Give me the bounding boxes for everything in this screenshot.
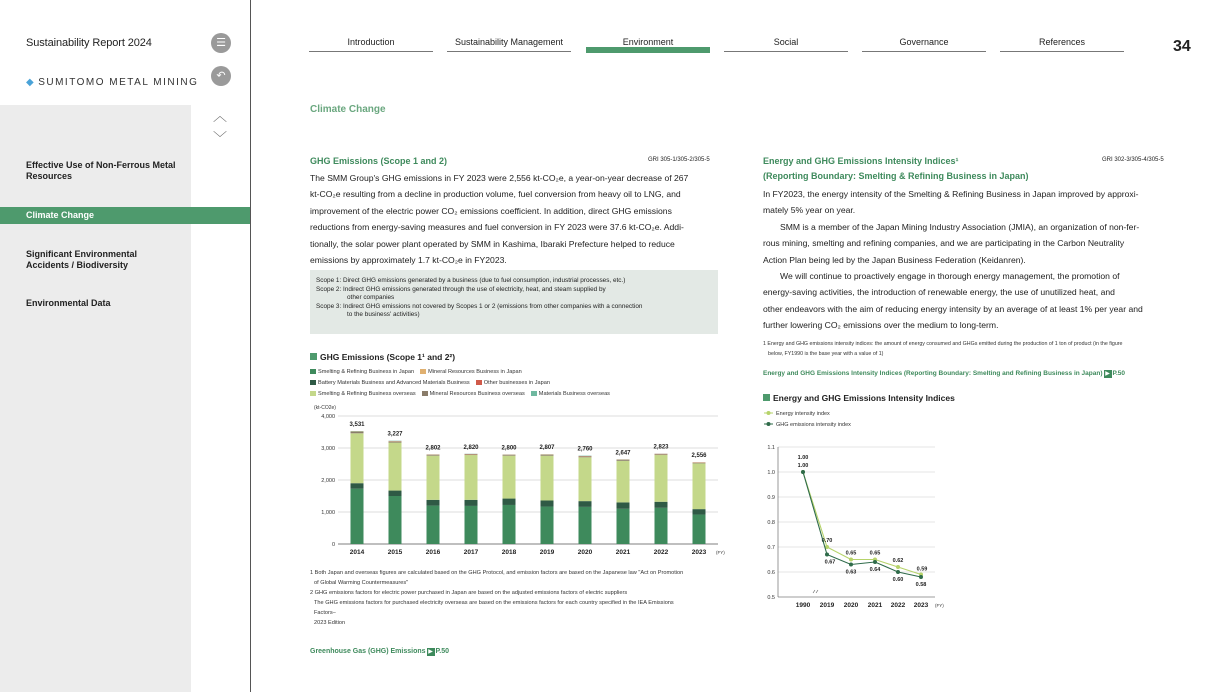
y-tick-label: 1.1	[767, 445, 775, 451]
back-icon[interactable]: ↶	[211, 66, 231, 86]
bar-segment	[541, 455, 554, 456]
legend-item	[310, 391, 416, 397]
sidebar-item-environmental-data[interactable]: Environmental Data	[26, 298, 111, 308]
legend-swatch	[310, 391, 316, 396]
y-tick-label: 0.7	[767, 545, 775, 551]
y-tick-label: 1.0	[767, 470, 775, 476]
legend-swatch	[420, 369, 426, 374]
data-point	[849, 563, 853, 567]
sidebar-item-non-ferrous[interactable]: Effective Use of Non-Ferrous Metal Resources	[26, 160, 176, 181]
chevron-up-icon[interactable]: ︿	[213, 108, 227, 124]
bar-segment	[465, 500, 478, 506]
bar-segment	[655, 502, 668, 508]
bar-segment	[351, 432, 364, 433]
bar-segment	[579, 507, 592, 544]
bar-segment	[655, 455, 668, 502]
body-line: improvement of the electric power CO₂ emissions coefficient. In addition, direct GHG emissions	[310, 205, 672, 216]
arrow-right-icon: ▶	[428, 649, 433, 655]
legend-row	[310, 369, 528, 375]
body-line: The SMM Group's GHG emissions in FY 2023 were 2,556 kt-CO₂e, a year-on-year decrease of 267	[310, 173, 689, 183]
y-tick-label: 1,000	[321, 510, 335, 516]
x-axis-unit: (FY)	[935, 603, 944, 608]
data-label: 0.59	[916, 566, 928, 573]
x-tick-label: 2020	[577, 549, 593, 556]
y-tick-label: 0.8	[767, 520, 775, 526]
bar-segment	[617, 502, 630, 508]
body-line: tionally, the solar power plant operated by SMM in Kashima, Ibaraki Prefecture helped to reduce	[310, 238, 675, 249]
y-tick-label: 0.9	[767, 495, 775, 501]
intensity-chart-title	[763, 393, 955, 403]
bar-segment	[541, 456, 554, 501]
bar-segment	[465, 454, 478, 455]
bar-segment	[427, 506, 440, 544]
body-line: energy-saving activities, the introduction of renewable energy, the use of unutilized heat, and	[763, 287, 1115, 298]
page-number: 34	[1173, 38, 1191, 55]
link-text: Energy and GHG Emissions Intensity Indices (Reporting Boundary: Smelting and Refining Business in Japan)	[763, 370, 1103, 377]
bar-segment	[351, 489, 364, 544]
note-line: Factors–	[314, 610, 336, 616]
chart-title-text: GHG Emissions (Scope 1¹ and 2²)	[320, 352, 456, 362]
sidebar-item-accidents-biodiversity[interactable]: Significant Environmental Accidents / Biodiversity	[26, 249, 138, 270]
bar-segment	[693, 515, 706, 544]
axis-break-mark	[813, 590, 818, 593]
scope-line: to the business' activities)	[347, 311, 420, 318]
legend-item	[476, 380, 550, 386]
intensity-footnote	[763, 339, 1178, 359]
x-tick-label: 2019	[819, 602, 835, 609]
legend-label: Mineral Resources Business in Japan	[428, 369, 522, 375]
sidebar-item-climate-change[interactable]	[0, 207, 250, 224]
menu-list-icon[interactable]: ☰	[211, 33, 231, 53]
ghg-chart-title	[310, 352, 455, 362]
legend-item	[422, 391, 525, 397]
bar-segment	[427, 455, 440, 456]
report-title[interactable]: Sustainability Report 2024	[26, 37, 152, 49]
ghg-body	[310, 170, 722, 268]
ghg-emissions-link[interactable]	[310, 648, 449, 656]
x-tick-label: 2021	[867, 602, 883, 609]
bar-total-label: 2,647	[615, 450, 631, 457]
bar-segment	[351, 433, 364, 483]
legend-item	[310, 380, 470, 386]
bar-segment	[617, 509, 630, 544]
body-line: emissions by approximately 1.7 kt-CO₂e in FY2023.	[310, 255, 507, 266]
bar-segment	[655, 454, 668, 455]
bar-segment	[389, 496, 402, 544]
intensity-heading: Energy and GHG Emissions Intensity Indices¹	[763, 156, 959, 166]
bar-segment	[579, 456, 592, 457]
bar-segment	[693, 463, 706, 464]
data-point	[801, 470, 805, 474]
body-line: further lowering CO₂ emissions over the medium to long-term.	[763, 320, 999, 331]
tab-sustainability-management[interactable]: Sustainability Management	[447, 37, 571, 52]
data-label: 1.00	[797, 463, 809, 469]
bar-total-label: 2,760	[577, 446, 593, 453]
y-tick-label: 0	[331, 542, 335, 548]
data-label: 0.65	[845, 550, 857, 557]
tab-references[interactable]: References	[1000, 37, 1124, 52]
intensity-body	[763, 186, 1175, 334]
legend-marker	[767, 411, 771, 415]
tab-governance[interactable]: Governance	[862, 37, 986, 52]
data-label: 0.63	[845, 569, 857, 576]
bar-segment	[693, 509, 706, 514]
x-tick-label: 2023	[691, 549, 707, 556]
bar-segment	[617, 461, 630, 503]
ghg-heading: GHG Emissions (Scope 1 and 2)	[310, 156, 448, 166]
chart-title-text: Energy and GHG Emissions Intensity Indices	[773, 393, 955, 403]
bar-segment	[465, 506, 478, 544]
y-tick-label: 0.5	[767, 595, 775, 601]
legend-label: Other businesses in Japan	[483, 380, 550, 386]
legend-swatch	[310, 380, 316, 385]
data-label: 0.64	[869, 567, 881, 573]
bar-segment	[389, 443, 402, 491]
logo-mark-icon: ◆	[26, 77, 36, 88]
body-line: mately 5% year on year.	[763, 205, 856, 216]
square-bullet-icon	[310, 353, 317, 360]
sidebar-item-label: Climate Change	[26, 210, 95, 220]
footnote-line: 1 Energy and GHG emissions intensity indices: the amount of energy consumed and GHGs emitted during the production of 1 ton of product (in the figure	[763, 341, 1123, 347]
ghg-emissions-chart	[300, 400, 730, 560]
gri-reference: GRI 302-3/305-4/305-5	[1102, 157, 1164, 163]
bar-total-label: 3,227	[387, 431, 403, 438]
bar-segment	[503, 505, 516, 544]
legend-label: Smelting & Refining Business overseas	[318, 391, 416, 397]
note-line: 2 GHG emissions factors for electric power purchased in Japan are based on the adjusted emissions factors of electric suppliers	[310, 590, 628, 596]
note-line: of Global Warming Countermeasures"	[314, 580, 409, 586]
data-point	[873, 560, 877, 564]
data-point	[849, 558, 853, 562]
x-tick-label: 1990	[795, 602, 811, 609]
bar-segment	[465, 455, 478, 500]
sidebar-header	[0, 0, 250, 105]
bar-total-label: 2,807	[539, 445, 555, 452]
y-tick-label: 2,000	[321, 478, 335, 484]
scope-line: Scope 2: Indirect GHG emissions generated through the use of electricity, heat, and steam supplied by	[316, 285, 606, 293]
data-label: 1.00	[797, 455, 809, 461]
bar-segment	[503, 456, 516, 499]
legend-row	[310, 380, 556, 386]
legend-label: Smelting & Refining Business in Japan	[318, 369, 415, 375]
square-bullet-icon	[763, 394, 770, 401]
divider	[250, 0, 251, 692]
data-point	[896, 570, 900, 574]
note-line: 2023 Edition	[314, 620, 346, 626]
scope-definition-box	[310, 270, 718, 334]
legend-label: Battery Materials Business and Advanced Materials Business	[318, 380, 470, 386]
legend-marker	[767, 422, 771, 426]
bar-segment	[655, 508, 668, 544]
bar-segment	[351, 483, 364, 488]
bar-total-label: 2,556	[691, 453, 707, 460]
body-line: kt-CO₂e resulting from a decline in production volume, fuel conversion from heavy oil to LNG, and	[310, 189, 681, 200]
body-line: other endeavors with the aim of reducing energy intensity by an average of at least 1% per year and	[763, 303, 1143, 314]
intensity-indices-link[interactable]	[763, 370, 1125, 378]
bar-total-label: 2,823	[653, 444, 669, 451]
sidebar-nav-panel	[0, 105, 191, 692]
bar-segment	[427, 500, 440, 506]
x-tick-label: 2022	[890, 602, 906, 609]
tab-social[interactable]: Social	[724, 37, 848, 52]
data-label: 0.62	[892, 558, 904, 564]
bar-total-label: 2,802	[425, 445, 441, 452]
intensity-indices-chart	[755, 405, 955, 610]
data-point	[825, 553, 829, 557]
bar-segment	[579, 501, 592, 507]
legend-swatch	[310, 369, 316, 374]
y-tick-label: 4,000	[321, 414, 335, 420]
legend-row	[310, 391, 616, 397]
arrow-right-icon: ▶	[1105, 371, 1110, 377]
note-line: 1 Both Japan and overseas figures are calculated based on the GHG Protocol, and emission factors are based on the Japanese law "Act on Promotion	[310, 570, 684, 576]
legend-label: Mineral Resources Business overseas	[429, 391, 525, 397]
body-line: We will continue to proactively engage in thorough energy management, the promotion of	[780, 271, 1120, 282]
link-page: P.50	[1112, 370, 1126, 377]
note-line: The GHG emissions factors for purchased electricity overseas are based on the emissions factors for each country specified in the IEA Emissions	[314, 600, 674, 606]
x-tick-label: 2022	[653, 549, 669, 556]
bar-segment	[427, 456, 440, 500]
data-label: 0.67	[824, 559, 836, 566]
data-point	[896, 565, 900, 569]
legend-label: Materials Business overseas	[538, 391, 610, 397]
bar-segment	[503, 455, 516, 456]
x-tick-label: 2020	[843, 602, 859, 609]
bar-segment	[541, 500, 554, 506]
legend-item	[420, 369, 522, 375]
body-line: Action Plan being led by the Japan Business Federation (Keidanren).	[763, 254, 1026, 265]
section-title: Climate Change	[310, 104, 386, 115]
x-tick-label: 2021	[615, 549, 631, 556]
x-tick-label: 2018	[501, 549, 517, 556]
x-axis-unit: (FY)	[716, 550, 725, 555]
data-point	[919, 575, 923, 579]
data-label: 0.70	[821, 538, 833, 544]
legend-item	[531, 391, 610, 397]
x-tick-label: 2016	[425, 549, 441, 556]
scope-line: Scope 1: Direct GHG emissions generated by a business (due to fuel consumption, industrial processes, etc.)	[316, 277, 626, 284]
tab-introduction[interactable]: Introduction	[309, 37, 433, 52]
sidebar	[0, 0, 250, 692]
bar-segment	[503, 499, 516, 505]
company-logo	[26, 77, 198, 88]
link-text: Greenhouse Gas (GHG) Emissions	[310, 648, 426, 655]
tab-environment[interactable]: Environment	[586, 37, 710, 53]
x-tick-label: 2019	[539, 549, 555, 556]
data-label: 0.65	[869, 550, 881, 557]
intensity-subheading: (Reporting Boundary: Smelting & Refining Business in Japan)	[763, 171, 1029, 181]
legend-label: GHG emissions intensity index	[776, 422, 851, 428]
scope-line: Scope 3: Indirect GHG emissions not covered by Scopes 1 or 2 (emissions from other companies with a connection	[316, 302, 643, 310]
x-tick-label: 2017	[463, 549, 479, 556]
bar-segment	[389, 442, 402, 443]
body-line: rous mining, smelting and refining companies, and we are participating in the Carbon Neutrality	[763, 238, 1125, 249]
ghg-notes	[310, 568, 730, 628]
body-line: SMM is a member of the Japan Mining Industry Association (JMIA), an organization of non-fer-	[780, 221, 1140, 232]
x-tick-label: 2015	[387, 549, 403, 556]
legend-swatch	[422, 391, 428, 396]
logo-text: SUMITOMO METAL MINING	[38, 77, 199, 88]
chevron-down-icon[interactable]: ﹀	[213, 130, 227, 146]
x-tick-label: 2023	[913, 602, 929, 609]
bar-segment	[693, 463, 706, 509]
bar-segment	[389, 491, 402, 496]
bar-total-label: 2,820	[463, 444, 479, 451]
bar-segment	[541, 507, 554, 544]
bar-segment	[617, 460, 630, 461]
data-label: 0.58	[915, 582, 927, 588]
gri-reference: GRI 305-1/305-2/305-5	[648, 157, 710, 163]
y-tick-label: 3,000	[321, 446, 335, 452]
legend-swatch	[476, 380, 482, 385]
bar-segment	[579, 457, 592, 501]
legend-label: Energy intensity index	[776, 411, 830, 417]
body-line: In FY2023, the energy intensity of the Smelting & Refining Business in Japan improved by approxi-	[763, 189, 1139, 199]
footnote-line: below, FY1990 is the base year with a value of 1)	[768, 351, 884, 357]
body-line: reductions from energy-saving measures and fuel conversion in FY 2023 were 37.6 kt-CO₂e. Addi-	[310, 222, 684, 233]
x-tick-label: 2014	[349, 549, 365, 556]
bar-total-label: 2,800	[501, 445, 517, 452]
scope-line: other companies	[347, 294, 395, 301]
bar-total-label: 3,531	[349, 422, 365, 429]
legend-swatch	[531, 391, 537, 396]
link-page: P.50	[435, 648, 450, 655]
y-axis-label: (kt-CO2e)	[314, 405, 336, 411]
y-tick-label: 0.6	[767, 570, 775, 576]
legend-item	[310, 369, 414, 375]
data-label: 0.60	[892, 577, 904, 583]
